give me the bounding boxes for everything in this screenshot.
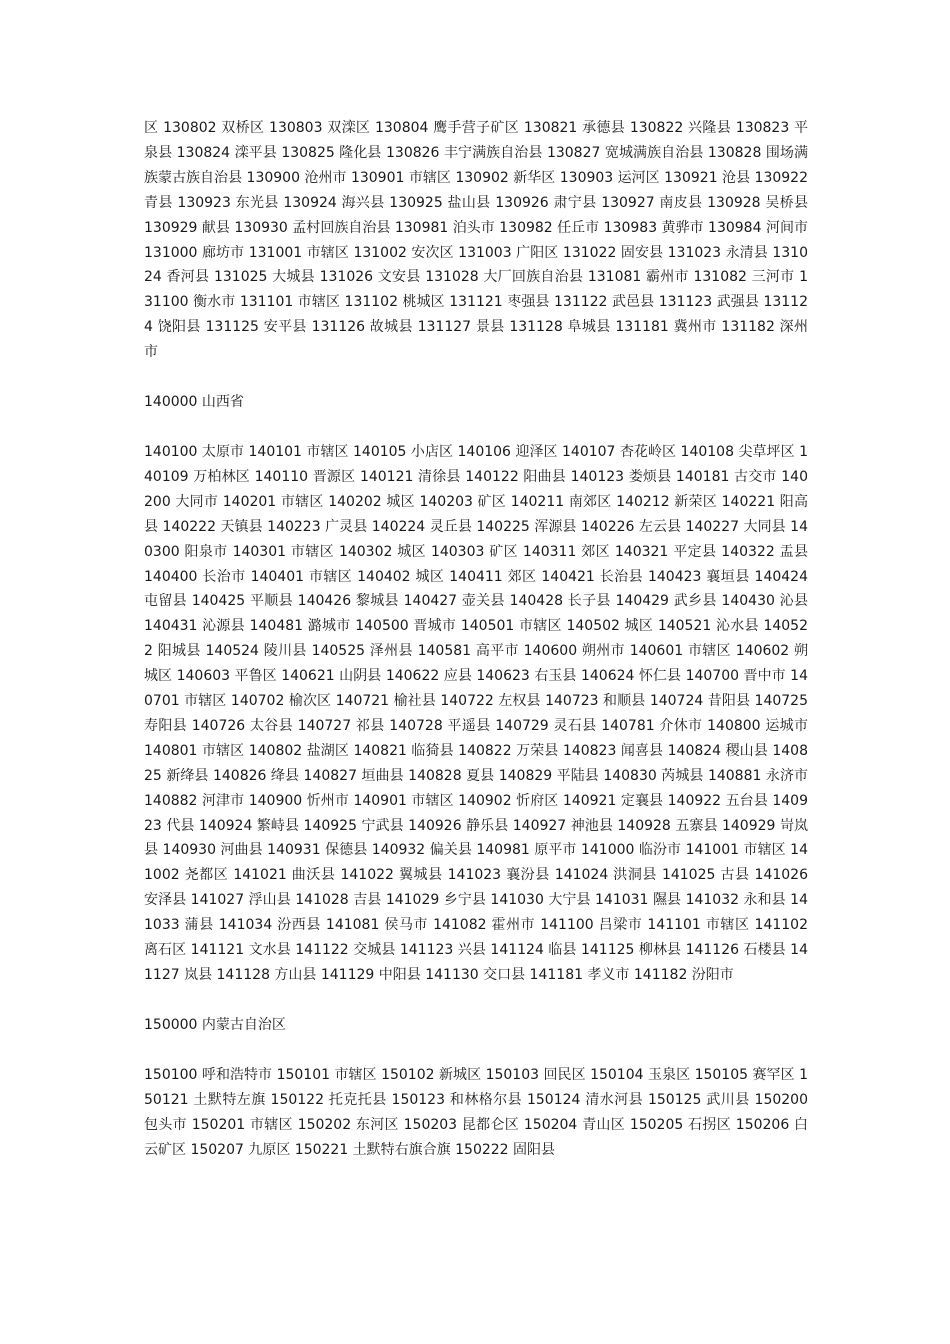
hebei-regions-paragraph: 区 130802 双桥区 130803 双滦区 130804 鹰手营子矿区 130821 承德县 130822 兴隆县 130823 平泉县 130824 滦平县 130825 隆化县 130826 丰宁满族自治县 130827 宽城满族自治县 130828 围场满族蒙古族自治县 130900 沧州市 130901 市辖区 130902 新华区 130903 运河区 130921 沧县 130922 青县 130923 东光县 130924 海兴县 130925 盐山县 130926 肃宁县 130927 南皮县 130928 吴桥县 130929 献县 130930 孟村回族自治县 130981 泊头市 130982 任丘市 130983 黄骅市 130984 河间市 131000 廊坊市 131001 市辖区 131002 安次区 131003 广阳区 131022 固安县 131023 永清县 131024 香河县 131025 大城县 131026 文安县 131028 大厂回族自治县 131081 霸州市 131082 三河市 131100 衡水市 131101 市辖区 131102 桃城区 131121 枣强县 131122 武邑县 131123 武强县 131124 饶阳县 131125 安平县 131126 故城县 131127 景县 131128 阜城县 131181 冀州市 131182 深州市: [144, 120, 808, 361]
neimenggu-regions-paragraph: 150100 呼和浩特市 150101 市辖区 150102 新城区 150103 回民区 150104 玉泉区 150105 赛罕区 150121 土默特左旗 150122 托克托县 150123 和林格尔县 150124 清水河县 150125 武川县 150200 包头市 150201 市辖区 150202 东河区 150203 昆都仑区 150204 青山区 150205 石拐区 150206 白云矿区 150207 九原区 150221 土默特右旗合旗 150222 固阳县: [144, 1066, 808, 1158]
neimenggu-region-heading: 150000 内蒙古自治区: [144, 1016, 286, 1033]
shanxi-regions-paragraph: 140100 太原市 140101 市辖区 140105 小店区 140106 迎泽区 140107 杏花岭区 140108 尖草坪区 140109 万柏林区 140110 晋源区 140121 清徐县 140122 阳曲县 140123 娄烦县 140181 古交市 140200 大同市 140201 市辖区 140202 城区 140203 矿区 140211 南郊区 140212 新荣区 140221 阳高县 140222 天镇县 140223 广灵县 140224 灵丘县 140225 浑源县 140226 左云县 140227 大同县 140300 阳泉市 140301 市辖区 140302 城区 140303 矿区 140311 郊区 140321 平定县 140322 盂县 140400 长治市 140401 市辖区 140402 城区 140411 郊区 140421 长治县 140423 襄垣县 140424 屯留县 140425 平顺县 140426 黎城县 140427 壶关县 140428 长子县 140429 武乡县 140430 沁县 140431 沁源县 140481 潞城市 140500 晋城市 140501 市辖区 140502 城区 140521 沁水县 140522 阳城县 140524 陵川县 140525 泽州县 140581 高平市 140600 朔州市 140601 市辖区 140602 朔城区 140603 平鲁区 140621 山阴县 140622 应县 140623 右玉县 140624 怀仁县 140700 晋中市 140701 市辖区 140702 榆次区 140721 榆社县 140722 左权县 140723 和顺县 140724 昔阳县 140725 寿阳县 140726 太谷县 140727 祁县 140728 平遥县 140729 灵石县 140781 介休市 140800 运城市 140801 市辖区 140802 盐湖区 140821 临猗县 140822 万荣县 140823 闻喜县 140824 稷山县 140825 新绛县 140826 绛县 140827 垣曲县 140828 夏县 140829 平陆县 140830 芮城县 140881 永济市 140882 河津市 140900 忻州市 140901 市辖区 140902 忻府区 140921 定襄县 140922 五台县 140923 代县 140924 繁峙县 140925 宁武县 140926 静乐县 140927 神池县 140928 五寨县 140929 岢岚县 140930 河曲县 140931 保德县 140932 偏关县 140981 原平市 141000 临汾市 141001 市辖区 141002 尧都区 141021 曲沃县 141022 翼城县 141023 襄汾县 141024 洪洞县 141025 古县 141026 安泽县 141027 浮山县 141028 吉县 141029 乡宁县 141030 大宁县 141031 隰县 141032 永和县 141033 蒲县 141034 汾西县 141081 侯马市 141082 霍州市 141100 吕梁市 141101 市辖区 141102 离石区 141121 文水县 141122 交城县 141123 兴县 141124 临县 141125 柳林县 141126 石楼县 141127 岚县 141128 方山县 141129 中阳县 141130 交口县 141181 孝义市 141182 汾阳市: [144, 443, 808, 983]
shanxi-province-heading: 140000 山西省: [144, 394, 244, 411]
document-page: [144, 116, 808, 1162]
